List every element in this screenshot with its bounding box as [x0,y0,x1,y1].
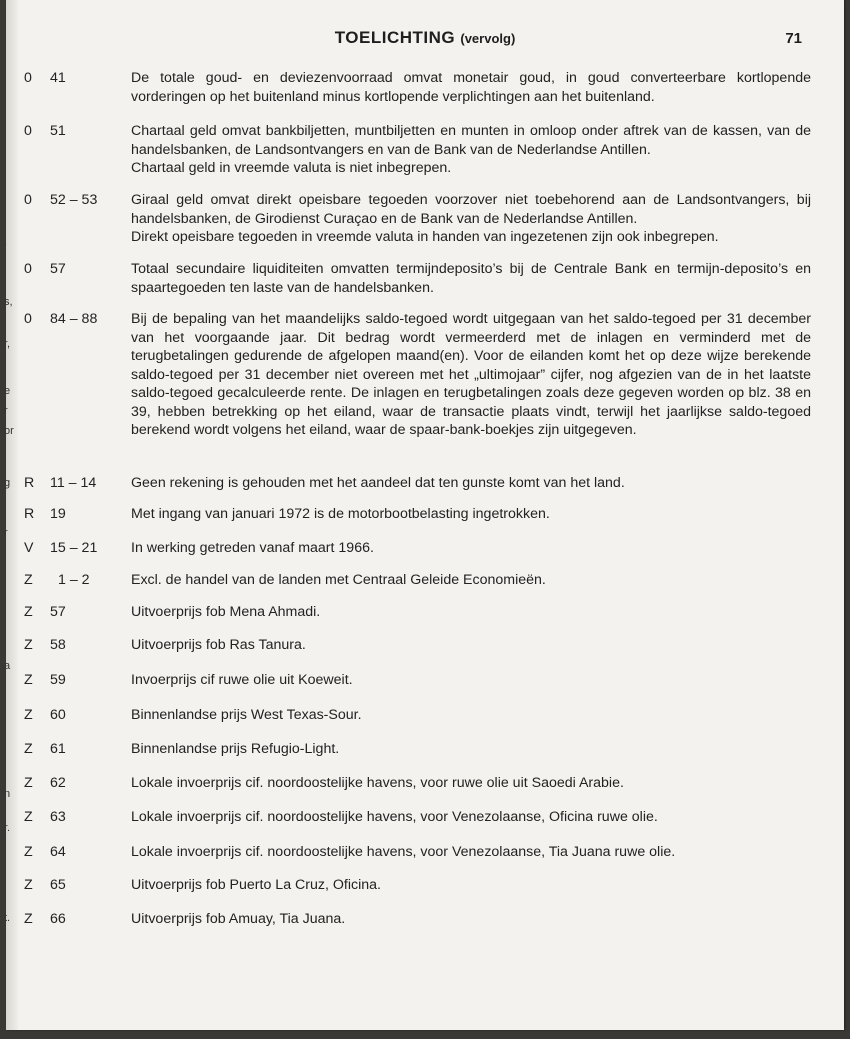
note-number: 11 – 14 [50,475,97,491]
note-entry [6,191,844,247]
note-entry [6,671,844,690]
note-text [131,505,811,524]
note-paragraph: Met ingang van januari 1972 is de motorbootbelasting ingetrokken. [131,506,550,522]
note-entry [6,774,844,793]
note-entry [6,539,844,558]
edge-mark: n [4,788,11,800]
note-paragraph: Uitvoerprijs fob Amuay, Tia Juana. [131,911,346,927]
note-paragraph: Direkt opeisbare tegoeden in vreemde valuta in handen van ingezetenen zijn ook inbegrepen. [131,229,719,245]
edge-mark: , [4,236,8,248]
document-page [6,0,844,1030]
note-paragraph: Lokale invoerprijs cif. noordoostelijke havens, voor Venezolaanse, Tia Juana ruwe olie. [131,844,676,860]
note-text [131,571,811,590]
note-number: 84 – 88 [50,311,98,327]
note-entry [6,808,844,827]
note-text [131,808,811,827]
note-number: 15 – 21 [50,540,98,556]
note-paragraph: Totaal secundaire liquiditeiten omvatten termijndeposito’s bij de Centrale Bank en termijn-deposito’s en spaartegoeden ten laste van de handelsbanken. [131,261,811,296]
note-entry [6,310,844,440]
note-paragraph: Lokale invoerprijs cif. noordoostelijke havens, voor ruwe olie uit Saoedi Arabie. [131,775,624,791]
page-title [6,28,844,48]
note-text [131,910,811,929]
note-paragraph: Chartaal geld omvat bankbiljetten, muntbiljetten en munten in omloop onder aftrek van de kassen, van de handelsbanken, de Landsontvangers en van de Bank van de Nederlandse Antillen. [131,123,811,158]
title-main: TOELICHTING [334,28,456,47]
note-number: 64 [50,844,66,860]
note-letter: Z [24,637,33,653]
note-number: 19 [50,506,66,522]
note-letter: Z [24,809,33,825]
note-paragraph: Excl. de handel van de landen met Centraal Geleide Economieën. [131,572,546,588]
note-text [131,539,811,558]
note-text [131,636,811,655]
note-number: 51 [50,123,66,139]
edge-mark: r, [4,338,11,350]
note-paragraph: Giraal geld omvat direkt opeisbare tegoeden voorzover niet toebehorend aan de Landsontvangers, bij handelsbanken, de Girodienst Curaçao en de Bank van de Nederlandse Antillen. [131,192,811,227]
edge-mark: r. [4,822,11,834]
edge-mark: a [4,660,11,672]
note-number: 57 [50,604,66,620]
note-text [131,191,811,247]
note-text [131,843,811,862]
note-number: 1 – 2 [58,572,90,588]
title-subtitle: (vervolg) [460,31,516,46]
note-text [131,774,811,793]
note-paragraph: Binnenlandse prijs West Texas-Sour. [131,707,362,723]
note-paragraph: Geen rekening is gehouden met het aandeel dat ten gunste komt van het land. [131,475,625,491]
note-paragraph: Bij de bepaling van het maandelijks saldo-tegoed wordt uitgegaan van het saldo-tegoed per 31 december van het voorgaande jaar. Dit bedrag wordt vermeerderd met de inlagen en verminderd met de terugbetalingen gedurende de afgelopen maand(en). Voor de eilanden komt het op deze wijze berekende saldo-tegoed per 31 december niet overeen met het „ultimojaar” cijfer, nog afgezien van de in het laatste saldo-tegoed gecalculeerde rente. De inlagen en terugbetalingen zoals deze gegeven worden op blz. 38 en 39, hebben betrekking op het eiland, waar de transactie plaats vindt, terwijl het jaarlijkse saldo-tegoed berekend wordt volgens het eiland, waar de spaar-bank-boekjes zijn uitgegeven. [131,311,811,438]
note-number: 57 [50,261,66,277]
note-number: 58 [50,637,66,653]
note-number: 66 [50,911,66,927]
note-paragraph: Uitvoerprijs fob Mena Ahmadi. [131,604,321,620]
note-number: 61 [50,741,66,757]
note-number: 59 [50,672,66,688]
note-letter: 0 [24,261,32,277]
note-entry [6,636,844,655]
note-text [131,310,811,440]
note-entry [6,474,844,493]
note-entry [6,603,844,622]
edge-mark: s, [4,296,13,308]
note-letter: V [24,540,34,556]
edge-mark: t. [4,912,11,924]
edge-mark: g [4,477,11,489]
note-letter: Z [24,911,33,927]
note-entry [6,260,844,297]
note-letter: Z [24,877,33,893]
note-number: 62 [50,775,66,791]
edge-mark: or [4,425,14,437]
note-letter: 0 [24,123,32,139]
note-number: 60 [50,707,66,723]
note-letter: R [24,506,35,522]
note-letter: Z [24,775,33,791]
note-entry [6,876,844,895]
note-text [131,740,811,759]
note-paragraph: Uitvoerprijs fob Puerto La Cruz, Oficina. [131,877,381,893]
note-letter: Z [24,844,33,860]
note-paragraph: Uitvoerprijs fob Ras Tanura. [131,637,306,653]
note-paragraph: Binnenlandse prijs Refugio-Light. [131,741,340,757]
note-text [131,603,811,622]
note-letter: R [24,475,35,491]
note-entry [6,505,844,524]
note-text [131,706,811,725]
note-number: 52 – 53 [50,192,98,208]
note-letter: 0 [24,311,32,327]
note-letter: Z [24,604,33,620]
edge-mark: r [4,405,8,417]
note-number: 41 [50,70,66,86]
note-letter: 0 [24,70,32,86]
note-paragraph: Invoerprijs cif ruwe olie uit Koeweit. [131,672,353,688]
note-paragraph: De totale goud- en deviezenvoorraad omvat monetair goud, in goud converteerbare kortlopende vorderingen op het buitenland minus kortlopende verplichtingen aan het buitenland. [131,70,811,105]
note-letter: Z [24,572,33,588]
note-number: 63 [50,809,66,825]
note-text [131,260,811,297]
note-entry [6,740,844,759]
note-letter: Z [24,741,33,757]
note-text [131,876,811,895]
note-letter: Z [24,672,33,688]
note-text [131,122,811,178]
note-entry [6,69,844,106]
note-paragraph: Chartaal geld in vreemde valuta is niet inbegrepen. [131,160,452,176]
note-letter: Z [24,707,33,723]
note-letter: 0 [24,192,32,208]
note-paragraph: In werking getreden vanaf maart 1966. [131,540,374,556]
note-paragraph: Lokale invoerprijs cif. noordoostelijke havens, voor Venezolaanse, Oficina ruwe olie. [131,809,658,825]
note-entry [6,706,844,725]
note-entry [6,910,844,929]
note-entry [6,571,844,590]
note-text [131,671,811,690]
note-entry [6,122,844,178]
note-text [131,474,811,493]
note-text [131,69,811,106]
note-entry [6,843,844,862]
edge-mark: e [4,385,11,397]
edge-mark: r [4,527,8,539]
page-number: 71 [785,30,802,47]
note-number: 65 [50,877,66,893]
